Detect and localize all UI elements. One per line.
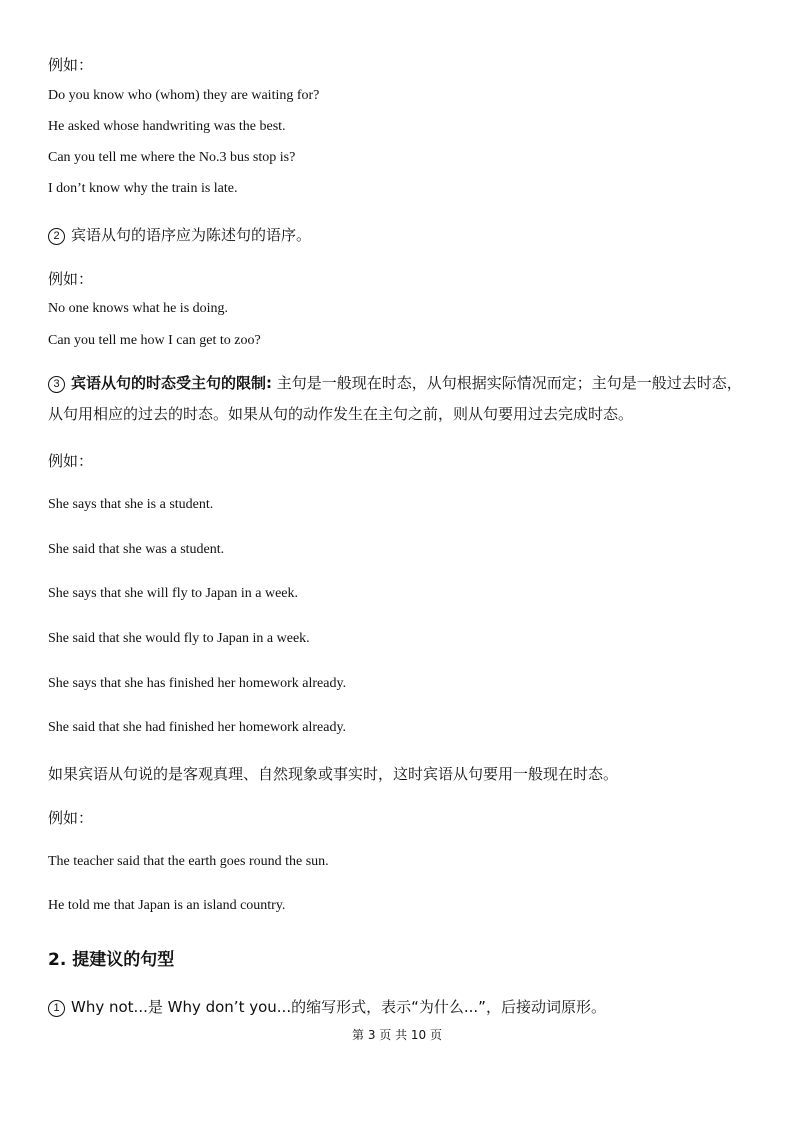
example-sentence: Can you tell me how I can get to zoo? — [48, 333, 261, 348]
example-label: 例如： — [48, 809, 94, 827]
example-sentence: He told me that Japan is an island country. — [48, 898, 286, 913]
circled-number: 2 — [48, 228, 65, 245]
item-1-text: Why not...是 Why don’t you...的缩写形式，表示“为什么...”，后接动词原形。 — [71, 998, 606, 1016]
example-sentence: Do you know who (whom) they are waiting for? — [48, 88, 320, 103]
rule-2 — [48, 224, 311, 245]
example-label: 例如： — [48, 270, 94, 288]
example-sentence: She said that she would fly to Japan in a week. — [48, 631, 310, 646]
note-text: 如果宾语从句说的是客观真理、自然现象或事实时，这时宾语从句要用一般现在时态。 — [48, 765, 619, 783]
circled-number: 1 — [48, 1000, 65, 1017]
example-sentence: She said that she was a student. — [48, 542, 225, 557]
item-1 — [48, 996, 606, 1017]
circled-number: 3 — [48, 376, 65, 393]
example-sentence: She says that she has finished her homework already. — [48, 676, 347, 691]
rule-3 — [48, 368, 748, 430]
example-sentence: No one knows what he is doing. — [48, 301, 229, 316]
example-label: 例如： — [48, 452, 94, 470]
rule-2-text: 宾语从句的语序应为陈述句的语序。 — [71, 226, 312, 244]
example-sentence: She says that she will fly to Japan in a week. — [48, 586, 299, 601]
example-sentence: She said that she had finished her homework already. — [48, 720, 347, 735]
section-heading: 2. 提建议的句型 — [48, 950, 175, 970]
rule-3-title: 宾语从句的时态受主句的限制: — [71, 374, 272, 392]
example-sentence: The teacher said that the earth goes round the sun. — [48, 854, 329, 869]
example-sentence: Can you tell me where the No.3 bus stop is? — [48, 150, 296, 165]
example-sentence: She says that she is a student. — [48, 497, 214, 512]
rule-3-text: 主句是一般现在时态，从句根据实际情况而定；主句是一般过去时态，从句用相应的过去的时态。如果从句的动作发生在主句之前，则从句要用过去完成时态。 — [48, 374, 742, 423]
example-label: 例如： — [48, 56, 94, 74]
page-footer: 第 3 页 共 10 页 — [352, 1028, 442, 1042]
example-sentence: I don’t know why the train is late. — [48, 181, 238, 196]
example-sentence: He asked whose handwriting was the best. — [48, 119, 286, 134]
